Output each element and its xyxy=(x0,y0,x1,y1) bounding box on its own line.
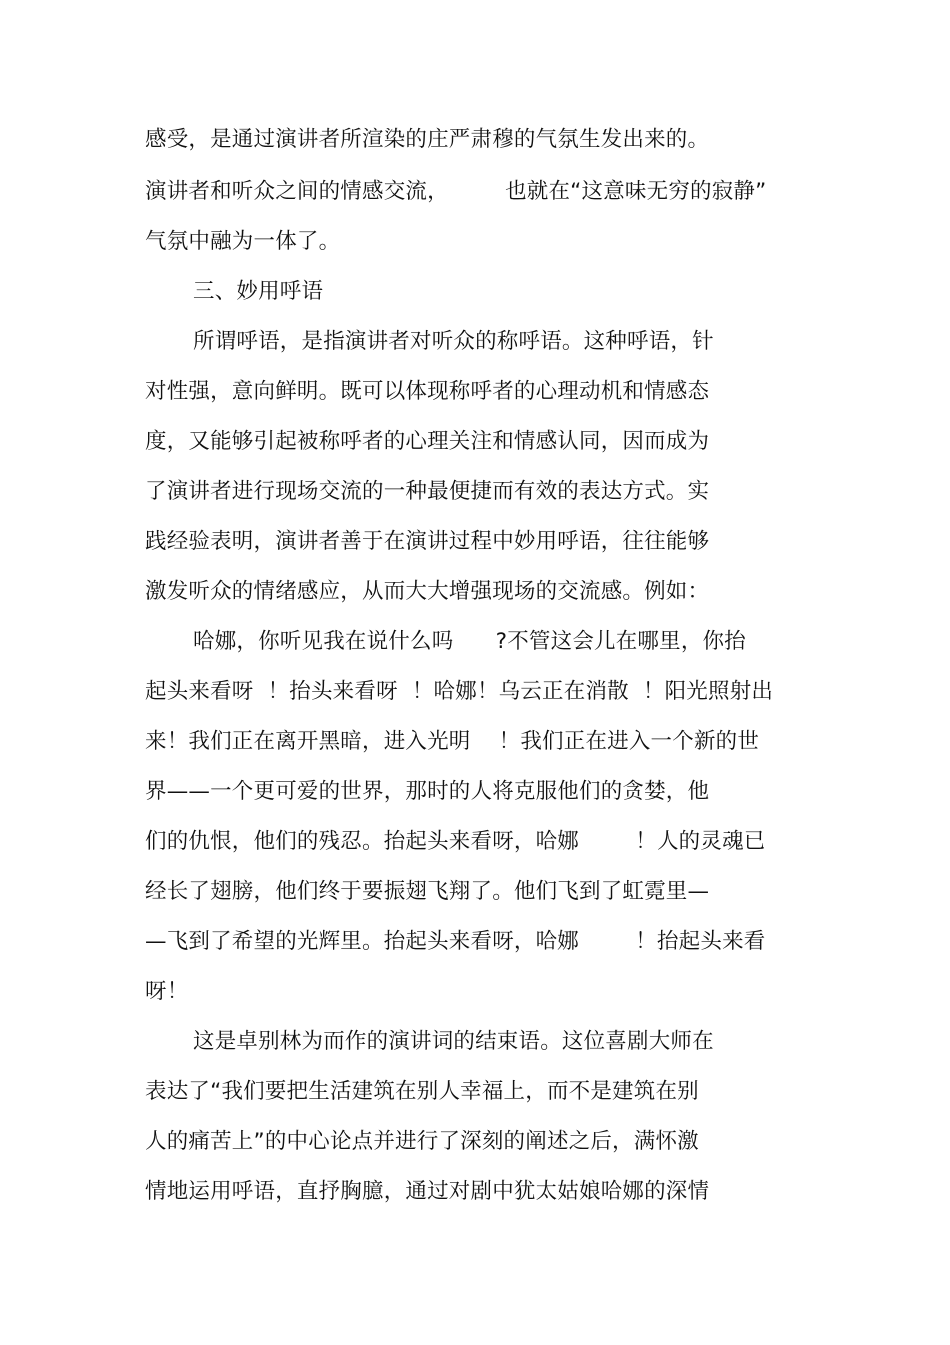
paragraph-first-line: 所谓呼语，是指演讲者对听众的称呼语。这种呼语，针 xyxy=(193,329,714,354)
text-line: 气氛中融为一体了。 xyxy=(145,229,341,254)
quote-line: 们的仇恨，他们的残忍。抬起头来看呀，哈娜 ！人的灵魂已 xyxy=(145,829,766,854)
text-line: 情地运用呼语，直抒胸臆，通过对剧中犹太姑娘哈娜的深情 xyxy=(145,1179,710,1204)
quote-line: 来！我们正在离开黑暗，进入光明 ！我们正在进入一个新的世 xyxy=(145,729,760,754)
text-line: 度，又能够引起被称呼者的心理关注和情感认同，因而成为 xyxy=(145,429,710,454)
quote-line: 界——一个更可爱的世界，那时的人将克服他们的贪婪，他 xyxy=(145,779,710,804)
quote-first-line: 哈娜，你听见我在说什么吗 ?不管这会儿在哪里，你抬 xyxy=(193,629,746,654)
paragraph-first-line: 这是卓别林为而作的演讲词的结束语。这位喜剧大师在 xyxy=(193,1029,714,1054)
text-line: 激发听众的情绪感应，从而大大增强现场的交流感。例如： xyxy=(145,579,710,604)
quote-line: 呀！ xyxy=(145,979,189,1004)
quote-line: 起头来看呀 ！抬头来看呀 ！哈娜！乌云正在消散 ！阳光照射出 xyxy=(145,679,774,704)
text-line: 人的痛苦上”的中心论点并进行了深刻的阐述之后，满怀激 xyxy=(145,1129,699,1154)
text-line: 演讲者和听众之间的情感交流， 也就在“这意味无穷的寂静” xyxy=(145,179,767,204)
text-line: 对性强，意向鲜明。既可以体现称呼者的心理动机和情感态 xyxy=(145,379,710,404)
text-line: 感受，是通过演讲者所渲染的庄严肃穆的气氛生发出来的。 xyxy=(145,127,710,152)
quote-line: —飞到了希望的光辉里。抬起头来看呀，哈娜 ！抬起头来看 xyxy=(145,929,766,954)
quote-line: 经长了翅膀，他们终于要振翅飞翔了。他们飞到了虹霓里— xyxy=(145,879,710,904)
text-line: 了演讲者进行现场交流的一种最便捷而有效的表达方式。实 xyxy=(145,479,710,504)
section-heading: 三、妙用呼语 xyxy=(193,279,324,304)
text-line: 践经验表明，演讲者善于在演讲过程中妙用呼语，往往能够 xyxy=(145,529,710,554)
text-line: 表达了“我们要把生活建筑在别人幸福上，而不是建筑在别 xyxy=(145,1079,699,1104)
